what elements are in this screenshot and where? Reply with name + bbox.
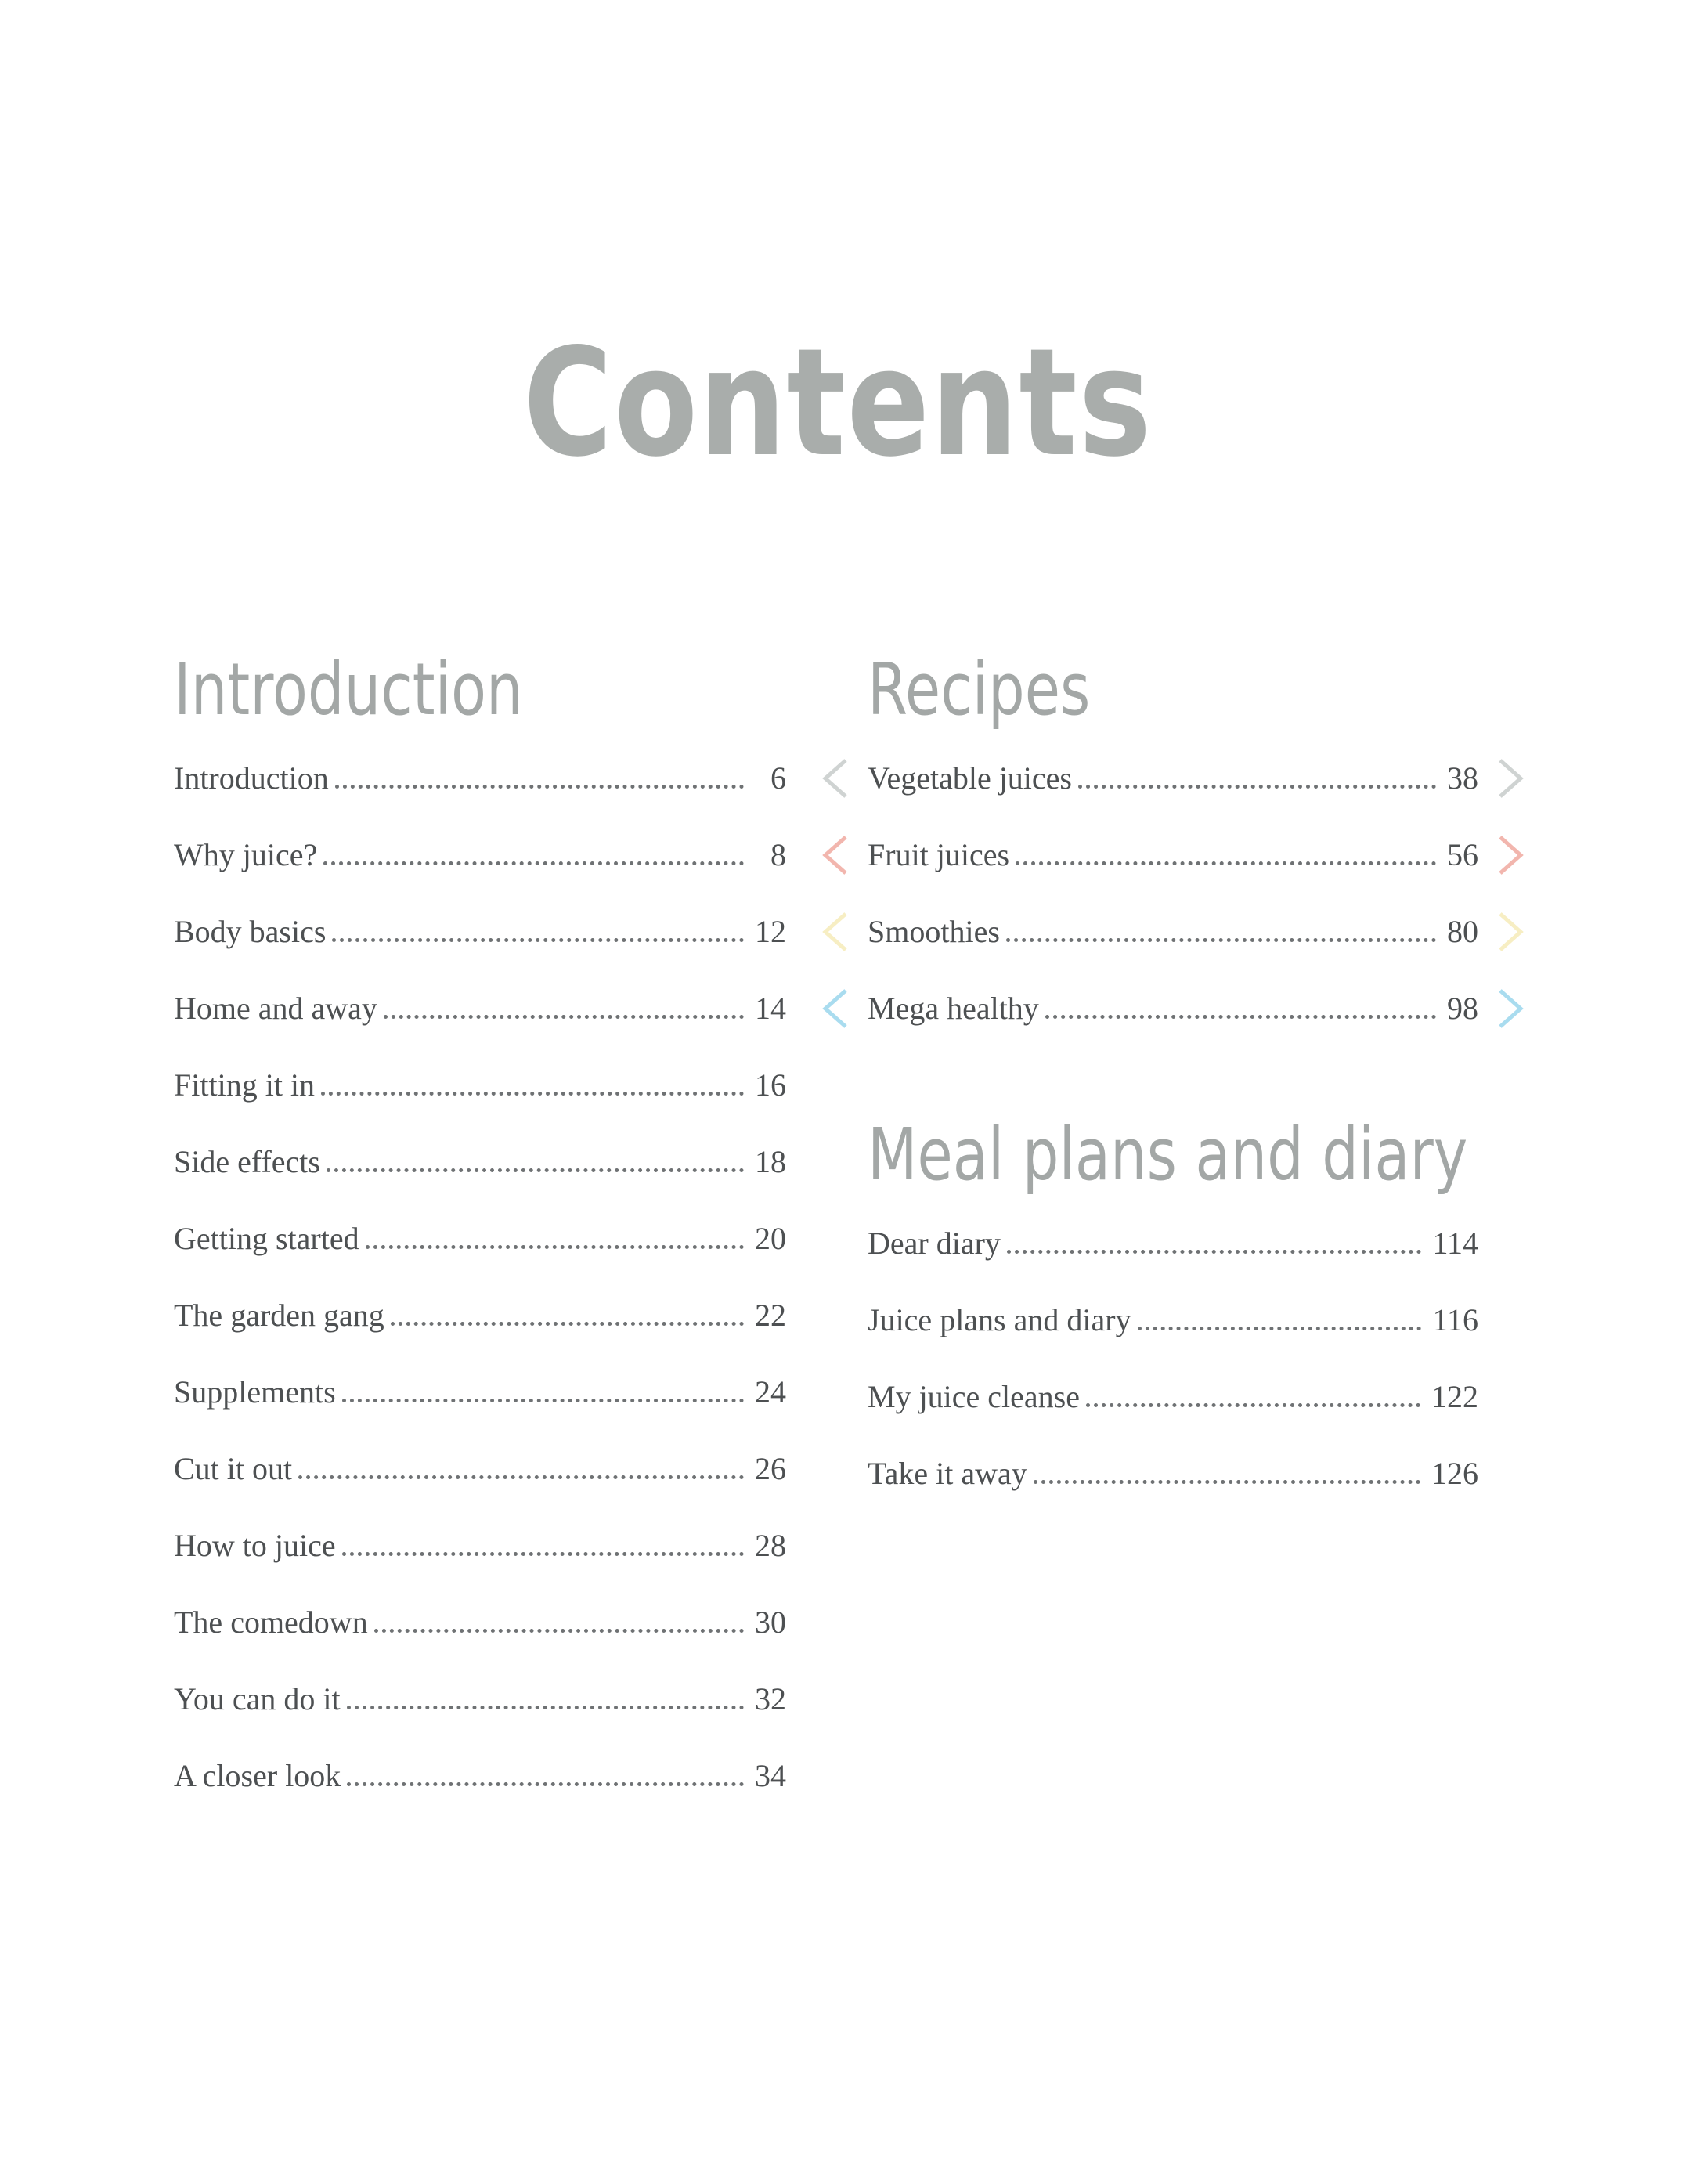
toc-entry[interactable] xyxy=(174,1124,786,1200)
introduction-list xyxy=(174,740,786,1814)
dot-leader xyxy=(327,1168,744,1172)
toc-entry[interactable] xyxy=(868,893,1478,970)
dot-leader xyxy=(335,785,744,789)
recipes-column xyxy=(868,648,1478,1512)
dot-leader xyxy=(332,938,744,942)
toc-entry-page: 126 xyxy=(1431,1456,1478,1491)
toc-entry[interactable] xyxy=(174,970,786,1047)
toc-entry[interactable] xyxy=(174,817,786,893)
toc-entry-label: Dear diary xyxy=(868,1226,1001,1261)
toc-entry-page: 80 xyxy=(1447,914,1478,949)
toc-entry-page: 28 xyxy=(755,1528,786,1563)
dot-leader xyxy=(1034,1480,1420,1484)
toc-entry-page: 114 xyxy=(1432,1226,1478,1261)
toc-entry-label: Juice plans and diary xyxy=(868,1302,1131,1337)
toc-entry-label: My juice cleanse xyxy=(868,1379,1080,1414)
toc-entry[interactable] xyxy=(174,740,786,817)
toc-entry-label: Getting started xyxy=(174,1221,359,1256)
dot-leader xyxy=(1078,785,1436,789)
toc-entry[interactable] xyxy=(174,1507,786,1584)
toc-entry-page: 122 xyxy=(1431,1379,1478,1414)
chevron-right-icon xyxy=(1496,987,1527,1030)
dot-leader xyxy=(323,861,744,865)
toc-entry-label: Fitting it in xyxy=(174,1067,316,1103)
chevron-left-icon xyxy=(819,757,850,800)
dot-leader xyxy=(1138,1327,1422,1330)
toc-entry-page: 24 xyxy=(755,1374,786,1410)
toc-entry[interactable] xyxy=(868,1205,1478,1282)
toc-entry-label: Smoothies xyxy=(868,914,1000,949)
toc-entry-label: Cut it out xyxy=(174,1451,293,1486)
toc-entry[interactable] xyxy=(868,817,1478,893)
toc-entry-page: 32 xyxy=(755,1681,786,1717)
dot-leader xyxy=(347,1706,744,1709)
toc-entry-label: Mega healthy xyxy=(868,991,1039,1026)
toc-entry-page: 30 xyxy=(755,1605,786,1640)
toc-entry-page: 56 xyxy=(1447,837,1478,872)
recipes-list xyxy=(868,740,1478,1047)
toc-entry[interactable] xyxy=(868,1359,1478,1435)
toc-entry[interactable] xyxy=(868,1435,1478,1512)
dot-leader xyxy=(342,1399,744,1402)
dot-leader xyxy=(384,1015,744,1019)
chevron-right-icon xyxy=(1496,757,1527,800)
toc-entry[interactable] xyxy=(174,893,786,970)
toc-entry-page: 98 xyxy=(1447,991,1478,1026)
toc-entry[interactable] xyxy=(174,1661,786,1738)
dot-leader xyxy=(391,1322,744,1326)
toc-entry[interactable] xyxy=(868,1282,1478,1359)
toc-entry[interactable] xyxy=(174,1277,786,1354)
toc-entry-page: 16 xyxy=(755,1067,786,1103)
toc-entry-page: 116 xyxy=(1432,1302,1478,1337)
toc-entry[interactable] xyxy=(174,1584,786,1661)
toc-entry-page: 12 xyxy=(755,914,786,949)
introduction-column xyxy=(174,648,786,1814)
toc-entry[interactable] xyxy=(868,970,1478,1047)
toc-entry-page: 38 xyxy=(1447,760,1478,796)
toc-entry-label: How to juice xyxy=(174,1528,336,1563)
toc-entry-label: The garden gang xyxy=(174,1298,384,1333)
toc-entry[interactable] xyxy=(174,1431,786,1507)
dot-leader xyxy=(342,1552,744,1556)
toc-entry-label: Fruit juices xyxy=(868,837,1010,872)
toc-entry-page: 34 xyxy=(755,1758,786,1793)
toc-entry-label: Side effects xyxy=(174,1144,320,1179)
toc-entry[interactable] xyxy=(174,1738,786,1814)
toc-entry-page: 6 xyxy=(770,760,786,796)
toc-entry-label: You can do it xyxy=(174,1681,341,1717)
toc-entry-page: 26 xyxy=(755,1451,786,1486)
toc-entry-page: 20 xyxy=(755,1221,786,1256)
recipes-heading: Recipes xyxy=(868,648,1091,731)
toc-entry-label: Why juice? xyxy=(174,837,318,872)
dot-leader xyxy=(298,1475,744,1479)
toc-entry-label: Take it away xyxy=(868,1456,1027,1491)
toc-entry-label: A closer look xyxy=(174,1758,341,1793)
toc-entry-label: Body basics xyxy=(174,914,327,949)
page-title: Contents xyxy=(523,316,1153,489)
meal-plans-list xyxy=(868,1205,1478,1512)
toc-entry-page: 8 xyxy=(770,837,786,872)
chevron-left-icon xyxy=(819,987,850,1030)
toc-entry[interactable] xyxy=(174,1200,786,1277)
toc-entry-label: Home and away xyxy=(174,991,377,1026)
toc-entry-page: 22 xyxy=(755,1298,786,1333)
chevron-left-icon xyxy=(819,834,850,876)
dot-leader xyxy=(1045,1015,1436,1019)
dot-leader xyxy=(374,1629,744,1633)
chevron-left-icon xyxy=(819,911,850,953)
toc-entry[interactable] xyxy=(174,1047,786,1124)
toc-entry-label: Supplements xyxy=(174,1374,336,1410)
introduction-heading: Introduction xyxy=(174,648,523,731)
dot-leader xyxy=(347,1782,744,1786)
toc-entry-label: Vegetable juices xyxy=(868,760,1072,796)
toc-entry-label: Introduction xyxy=(174,760,329,796)
toc-entry-page: 18 xyxy=(755,1144,786,1179)
chevron-right-icon xyxy=(1496,834,1527,876)
dot-leader xyxy=(366,1245,744,1249)
toc-entry[interactable] xyxy=(174,1354,786,1431)
toc-entry-label: The comedown xyxy=(174,1605,368,1640)
dot-leader xyxy=(1006,938,1436,942)
toc-entry[interactable] xyxy=(868,740,1478,817)
toc-entry-page: 14 xyxy=(755,991,786,1026)
dot-leader xyxy=(1086,1403,1420,1407)
meal-plans-heading: Meal plans and diary xyxy=(868,1113,1468,1197)
chevron-right-icon xyxy=(1496,911,1527,953)
dot-leader xyxy=(321,1092,744,1096)
dot-leader xyxy=(1016,861,1436,865)
dot-leader xyxy=(1007,1250,1422,1254)
